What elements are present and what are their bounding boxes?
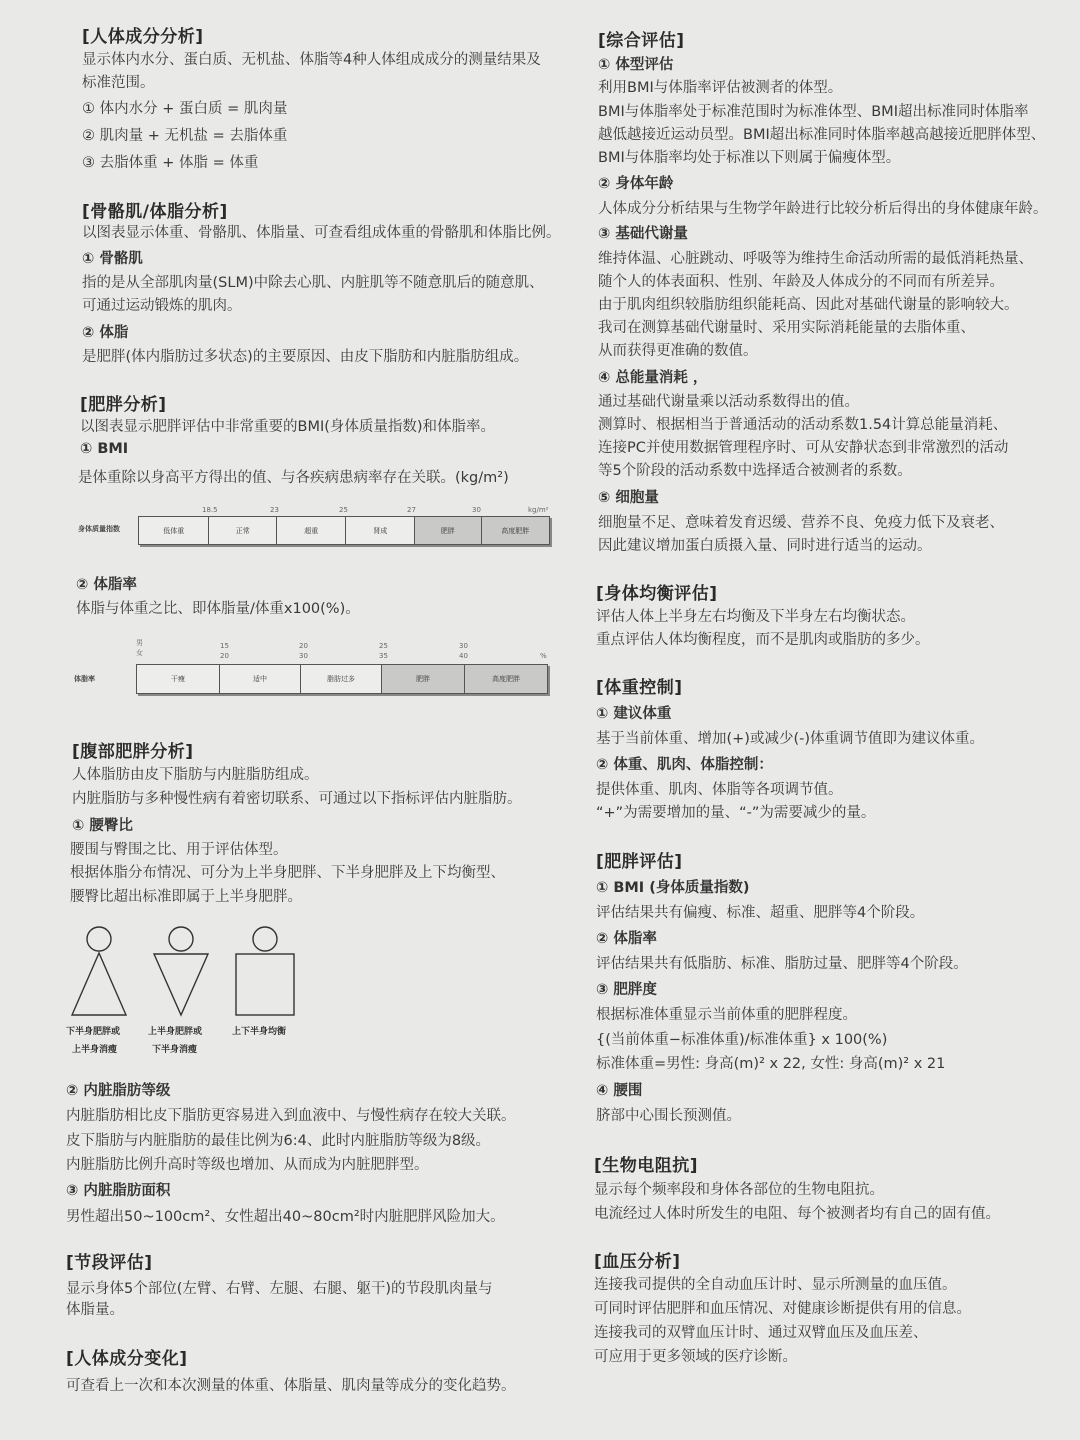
overall-sub3-line-1: 维持体温、心脏跳动、呼吸等为维持生命活动所需的最低消耗热量、 bbox=[598, 251, 1033, 267]
body-fat-scale bbox=[74, 638, 554, 700]
impedance-line-2: 电流经过人体时所发生的电阻、每个被测者均有自己的固有值。 bbox=[594, 1206, 1000, 1222]
fat-segment: 肥胖 bbox=[382, 665, 465, 693]
obesity-eval-sub3-standard: 标准体重=男性: 身高(m)² x 22, 女性: 身高(m)² x 21 bbox=[596, 1056, 946, 1072]
overall-sub-4: ④ 总能量消耗 ， bbox=[598, 370, 708, 386]
composition-eq-2: ② 肌肉量 + 无机盐 = 去脂体重 bbox=[82, 128, 288, 144]
muscle-fat-sub2-line-1: 是肥胖(体内脂肪过多状态)的主要原因、由皮下脂肪和内脏脂肪组成。 bbox=[82, 349, 529, 365]
section-title-overall: [综合评估] bbox=[598, 31, 685, 51]
weight-sub-2: ② 体重、肌肉、体脂控制： bbox=[596, 757, 773, 773]
overall-sub4-line-2: 测算时、根据相当于普通活动的活动系数1.54计算总能量消耗、 bbox=[598, 417, 1008, 433]
overall-sub3-line-5: 从而获得更准确的数值。 bbox=[598, 343, 758, 359]
bmi-segment: 肾成 bbox=[346, 517, 415, 544]
overall-sub1-line-1: 利用BMI与体脂率评估被测者的体型。 bbox=[598, 80, 843, 96]
bp-line-3: 连接我司的双臂血压计时、通过双臂血压及血压差、 bbox=[594, 1325, 928, 1341]
abdominal-sub-3: ③ 内脏脂肪面积 bbox=[66, 1183, 171, 1199]
bmi-scale-bar bbox=[138, 516, 550, 545]
obesity-eval-sub4-line-1: 脐部中心围长预测值。 bbox=[596, 1108, 741, 1124]
overall-sub-5: ⑤ 细胞量 bbox=[598, 490, 659, 506]
overall-sub1-line-2: BMI与体脂率处于标准范围时为标准体型、BMI超出标准同时体脂率 bbox=[598, 104, 1029, 120]
figure-caption: 下半身消瘦 bbox=[152, 1045, 198, 1055]
abdominal-sub-1: ① 腰臀比 bbox=[72, 818, 133, 834]
obesity-eval-sub3-line-1: 根据标准体重显示当前体重的肥胖程度。 bbox=[596, 1007, 857, 1023]
overall-sub5-line-1: 细胞量不足、意味着发育迟缓、营养不良、免疫力低下及衰老、 bbox=[598, 515, 1004, 531]
bmi-segment: 超重 bbox=[277, 517, 347, 544]
balance-line-2: 重点评估人体均衡程度，而不是肌肉或脂肪的多少。 bbox=[596, 632, 930, 648]
figure-lower-body-obese bbox=[64, 924, 134, 1054]
muscle-fat-sub-2: ② 体脂 bbox=[82, 325, 129, 341]
bmi-segment: 低体重 bbox=[139, 517, 209, 544]
fat-tick-female: 30 bbox=[299, 652, 308, 660]
section-title-balance: [身体均衡评估] bbox=[596, 584, 718, 604]
abdominal-sub2-line-3: 内脏脂肪比例升高时等级也增加、从而成为内脏肥胖型。 bbox=[66, 1157, 429, 1173]
bp-line-4: 可应用于更多领域的医疗诊断。 bbox=[594, 1349, 797, 1365]
abdominal-sub2-line-2: 皮下脂肪与内脏脂肪的最佳比例为6:4、此时内脏脂肪等级为8级。 bbox=[66, 1133, 491, 1149]
overall-sub4-line-3: 连接PC并使用数据管理程序时、可从安静状态到非常激烈的活动 bbox=[598, 440, 1009, 456]
fat-tick-male: 25 bbox=[379, 642, 388, 650]
section-title-impedance: [生物电阻抗] bbox=[594, 1156, 699, 1176]
bp-line-1: 连接我司提供的全自动血压计时、显示所测量的血压值。 bbox=[594, 1277, 957, 1293]
overall-sub1-line-4: BMI与体脂率均处于标准以下则属于偏瘦体型。 bbox=[598, 150, 901, 166]
muscle-fat-desc: 以图表显示体重、骨骼肌、体脂量、可查看组成体重的骨骼肌和体脂比例。 bbox=[82, 225, 561, 241]
obesity-desc: 以图表显示肥胖评估中非常重要的BMI(身体质量指数)和体脂率。 bbox=[80, 419, 496, 435]
abdominal-sub2-line-1: 内脏脂肪相比皮下脂肪更容易进入到血液中、与慢性病存在较大关联。 bbox=[66, 1108, 516, 1124]
figure-caption: 上下半身均衡 bbox=[232, 1027, 287, 1037]
bmi-segment: 正常 bbox=[209, 517, 277, 544]
section-title-weight: [体重控制] bbox=[596, 678, 683, 698]
bmi-tick: 25 bbox=[339, 506, 348, 514]
impedance-line-1: 显示每个频率段和身体各部位的生物电阻抗。 bbox=[594, 1182, 884, 1198]
body-shape-figures bbox=[64, 924, 324, 1059]
fat-segment: 适中 bbox=[220, 665, 301, 693]
obesity-sub2-line-1: 体脂与体重之比、即体脂量/体重x100(%)。 bbox=[76, 601, 360, 617]
balance-line-1: 评估人体上半身左右均衡及下半身左右均衡状态。 bbox=[596, 609, 915, 625]
overall-sub3-line-2: 随个人的体表面积、性别、年龄及人体成分的不同而有所差异。 bbox=[598, 274, 1004, 290]
composition-desc-1: 显示体内水分、蛋白质、无机盐、体脂等4种人体组成成分的测量结果及 bbox=[82, 52, 541, 68]
obesity-sub-1: ① BMI bbox=[80, 441, 129, 457]
figure-caption: 上半身消瘦 bbox=[72, 1045, 118, 1055]
composition-eq-3: ③ 去脂体重 + 体脂 = 体重 bbox=[82, 155, 259, 171]
figure-balanced bbox=[230, 924, 310, 1054]
abdominal-sub1-line-1: 腰围与臀围之比、用于评估体型。 bbox=[70, 842, 288, 858]
overall-sub3-line-3: 由于肌肉组织较脂肪组织能耗高、因此对基础代谢量的影响较大。 bbox=[598, 297, 1019, 313]
overall-sub3-line-4: 我司在测算基础代谢量时、采用实际消耗能量的去脂体重、 bbox=[598, 320, 975, 336]
section-title-change: [人体成分变化] bbox=[66, 1349, 188, 1369]
section-title-segment: [节段评估] bbox=[66, 1253, 153, 1273]
overall-sub5-line-2: 因此建议增加蛋白质摄入量、同时进行适当的运动。 bbox=[598, 538, 932, 554]
fat-segment: 高度肥胖 bbox=[465, 665, 547, 693]
bmi-scale bbox=[78, 504, 558, 548]
figure-upper-body-obese bbox=[146, 924, 216, 1054]
abdominal-desc-2: 内脏脂肪与多种慢性病有着密切联系、可通过以下指标评估内脏脂肪。 bbox=[72, 791, 522, 807]
segment-line-1: 显示身体5个部位(左臂、右臂、左腿、右腿、躯干)的节段肌肉量与 bbox=[66, 1281, 493, 1297]
weight-sub-1: ① 建议体重 bbox=[596, 706, 672, 722]
bp-line-2: 可同时评估肥胖和血压情况、对健康诊断提供有用的信息。 bbox=[594, 1301, 971, 1317]
overall-sub2-line-1: 人体成分分析结果与生物学年龄进行比较分析后得出的身体健康年龄。 bbox=[598, 201, 1048, 217]
section-title-abdominal: [腹部肥胖分析] bbox=[72, 742, 194, 762]
obesity-eval-sub3-formula: {(当前体重−标准体重)/标准体重} x 100(%) bbox=[596, 1032, 888, 1048]
bmi-tick: 18.5 bbox=[202, 506, 218, 514]
obesity-sub-2: ② 体脂率 bbox=[76, 577, 137, 593]
fat-tick-female: 20 bbox=[220, 652, 229, 660]
muscle-fat-sub1-line-1: 指的是从全部肌肉量(SLM)中除去心肌、内脏肌等不随意肌后的随意肌、 bbox=[82, 275, 544, 291]
bmi-tick: 27 bbox=[407, 506, 416, 514]
overall-sub1-line-3: 越低越接近运动员型。BMI超出标准同时体脂率越高越接近肥胖体型、 bbox=[598, 127, 1046, 143]
weight-sub2-line-2: “+”为需要增加的量、“-”为需要减少的量。 bbox=[596, 805, 876, 821]
apple-shape-icon bbox=[146, 924, 216, 1019]
fat-segment: 干瘦 bbox=[137, 665, 220, 693]
fat-scale-unit: % bbox=[540, 652, 547, 660]
obesity-eval-sub-1: ① BMI (身体质量指数) bbox=[596, 880, 750, 896]
fat-scale-label: 体脂率 bbox=[74, 675, 95, 683]
weight-sub1-line-1: 基于当前体重、增加(+)或减少(-)体重调节值即为建议体重。 bbox=[596, 731, 985, 747]
figure-caption: 上半身肥胖或 bbox=[148, 1027, 203, 1037]
abdominal-sub1-line-3: 腰臀比超出标准即属于上半身肥胖。 bbox=[70, 889, 302, 905]
figure-caption: 下半身肥胖或 bbox=[66, 1027, 121, 1037]
fat-segment: 脂肪过多 bbox=[301, 665, 382, 693]
balanced-shape-icon bbox=[230, 924, 300, 1019]
fat-scale-male: 男 bbox=[136, 639, 143, 647]
composition-eq-1: ① 体内水分 + 蛋白质 = 肌肉量 bbox=[82, 101, 288, 117]
obesity-sub1-line-1: 是体重除以身高平方得出的值、与各疾病患病率存在关联。(kg/m²) bbox=[78, 470, 509, 486]
bmi-tick: 23 bbox=[270, 506, 279, 514]
overall-sub-1: ① 体型评估 bbox=[598, 57, 674, 73]
abdominal-sub1-line-2: 根据体脂分布情况、可分为上半身肥胖、下半身肥胖及上下均衡型、 bbox=[70, 865, 505, 881]
overall-sub4-line-4: 等5个阶段的活动系数中选择适合被测者的系数。 bbox=[598, 463, 912, 479]
fat-tick-female: 35 bbox=[379, 652, 388, 660]
section-title-blood-pressure: [血压分析] bbox=[594, 1252, 681, 1272]
section-title-muscle-fat: [骨骼肌/体脂分析] bbox=[82, 202, 228, 222]
obesity-eval-sub-3: ③ 肥胖度 bbox=[596, 982, 657, 998]
fat-tick-female: 40 bbox=[459, 652, 468, 660]
obesity-eval-sub-2: ② 体脂率 bbox=[596, 931, 657, 947]
bmi-segment: 肥胖 bbox=[415, 517, 482, 544]
composition-desc-2: 标准范围。 bbox=[82, 75, 155, 91]
change-line-1: 可查看上一次和本次测量的体重、体脂量、肌肉量等成分的变化趋势。 bbox=[66, 1378, 516, 1394]
overall-sub-2: ② 身体年龄 bbox=[598, 176, 674, 192]
obesity-eval-sub-4: ④ 腰围 bbox=[596, 1083, 643, 1099]
abdominal-sub-2: ② 内脏脂肪等级 bbox=[66, 1083, 171, 1099]
segment-line-2: 体脂量。 bbox=[66, 1302, 124, 1318]
obesity-eval-sub1-line-1: 评估结果共有偏瘦、标准、超重、肥胖等4个阶段。 bbox=[596, 905, 925, 921]
obesity-eval-sub2-line-1: 评估结果共有低脂肪、标准、脂肪过量、肥胖等4个阶段。 bbox=[596, 956, 968, 972]
muscle-fat-sub-1: ① 骨骼肌 bbox=[82, 251, 143, 267]
section-title-composition: [人体成分分析] bbox=[82, 27, 204, 47]
section-title-obesity: [肥胖分析] bbox=[80, 395, 167, 415]
bmi-scale-label: 身体质量指数 bbox=[78, 525, 120, 533]
muscle-fat-sub1-line-2: 可通过运动锻炼的肌肉。 bbox=[82, 298, 242, 314]
pear-shape-icon bbox=[64, 924, 134, 1019]
bmi-segment: 高度肥胖 bbox=[482, 517, 550, 544]
fat-tick-male: 15 bbox=[220, 642, 229, 650]
fat-scale-female: 女 bbox=[136, 649, 143, 657]
fat-tick-male: 20 bbox=[299, 642, 308, 650]
section-title-obesity-eval: [肥胖评估] bbox=[596, 852, 683, 872]
fat-scale-bar bbox=[136, 664, 548, 694]
overall-sub4-line-1: 通过基础代谢量乘以活动系数得出的值。 bbox=[598, 394, 859, 410]
bmi-tick: 30 bbox=[472, 506, 481, 514]
overall-sub-3: ③ 基础代谢量 bbox=[598, 226, 688, 242]
abdominal-desc-1: 人体脂肪由皮下脂肪与内脏脂肪组成。 bbox=[72, 767, 319, 783]
abdominal-sub3-line-1: 男性超出50~100cm²、女性超出40~80cm²时内脏肥胖风险加大。 bbox=[66, 1209, 505, 1225]
weight-sub2-line-1: 提供体重、肌肉、体脂等各项调节值。 bbox=[596, 782, 843, 798]
bmi-unit: kg/m² bbox=[528, 506, 549, 514]
fat-tick-male: 30 bbox=[459, 642, 468, 650]
